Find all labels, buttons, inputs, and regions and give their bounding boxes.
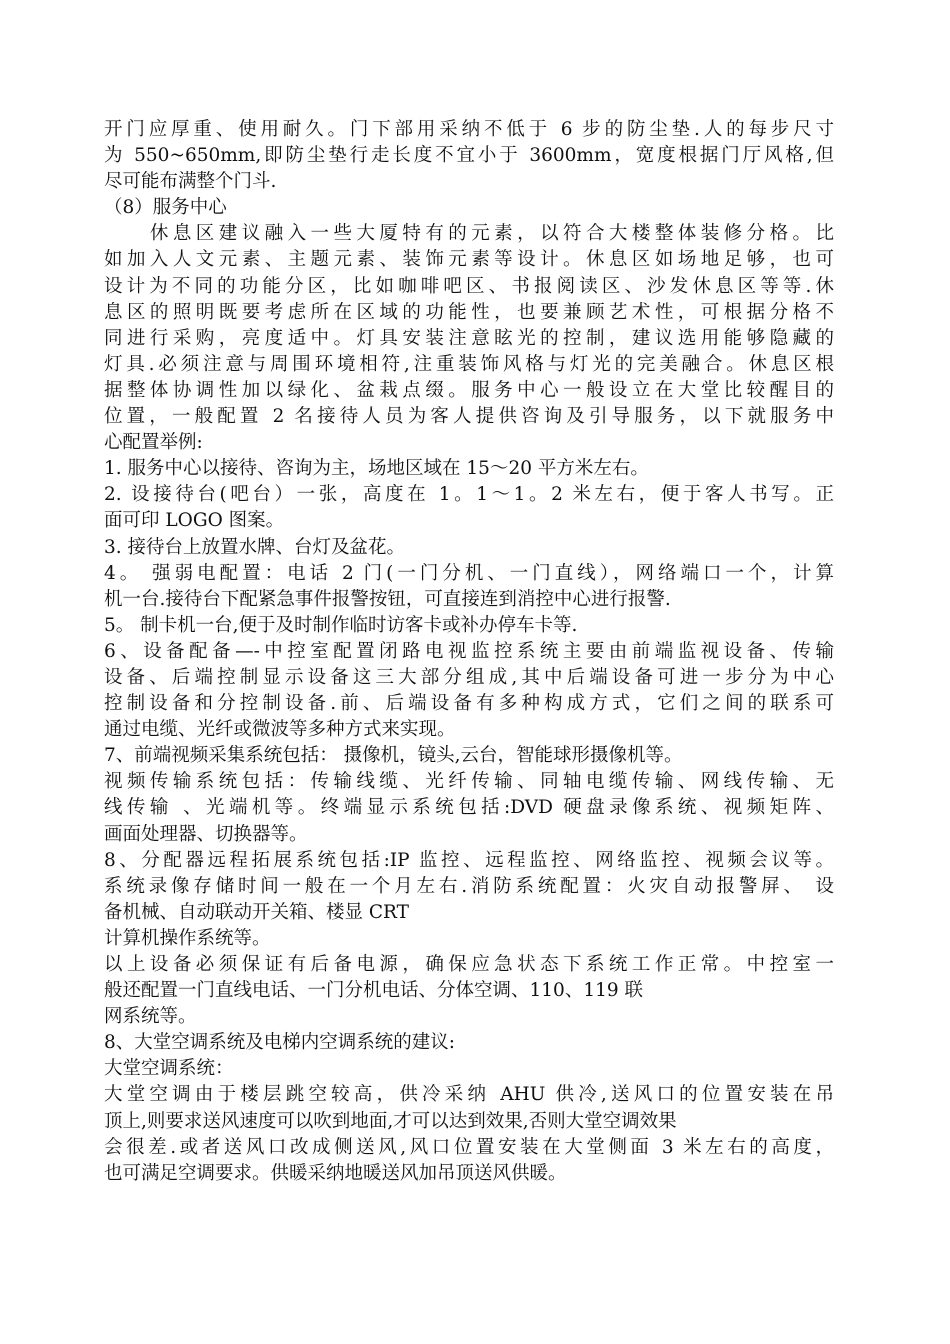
- list-item: 5。 制卡机一台,便于及时制作临时访客卡或补办停车卡等.: [104, 614, 578, 636]
- text-line: 面可印 LOGO 图案。: [104, 510, 285, 532]
- text-line: 心配置举例:: [104, 432, 203, 454]
- list-item: 7、前端视频采集系统包括： 摄像机，镜头,云台，智能球形摄像机等。: [104, 745, 683, 767]
- text-line: 网系统等。: [104, 1006, 197, 1028]
- section-heading: （8）服务中心: [104, 197, 227, 219]
- text-line: 线传输 、光端机等。终端显示系统包括:DVD 硬盘录像系统、视频矩阵、: [104, 797, 834, 819]
- text-line: 系统录像存储时间一般在一个月左右.消防系统配置：火灾自动报警屏、 设: [104, 875, 834, 897]
- text-line: 灯具.必须注意与周围环境相符,注重装饰风格与灯光的完美融合。休息区根: [104, 353, 834, 375]
- text-line: 顶上,则要求送风速度可以吹到地面,才可以达到效果,否则大堂空调效果: [104, 1110, 677, 1132]
- section-heading: 8、大堂空调系统及电梯内空调系统的建议:: [104, 1032, 456, 1054]
- text-line: 位置，一般配置 2 名接待人员为客人提供咨询及引导服务，以下就服务中: [104, 406, 834, 428]
- text-line: 设计为不同的功能分区，比如咖啡吧区、书报阅读区、沙发休息区等等.休: [104, 275, 834, 297]
- text-line: 会很差.或者送风口改成侧送风,风口位置安装在大堂侧面 3 米左右的高度，: [104, 1136, 834, 1158]
- list-item: 8、分配器远程拓展系统包括:IP 监控、远程监控、网络监控、视频会议等。: [104, 849, 834, 871]
- text-line: 如加入人文元素、主题元素、装饰元素等设计。休息区如场地足够，也可: [104, 249, 834, 271]
- text-line: 通过电缆、光纤或微波等多种方式来实现。: [104, 719, 456, 741]
- text-line: 设备、后端控制显示设备这三大部分组成,其中后端设备可进一步分为中心: [104, 666, 834, 688]
- list-item: 6、设备配备—-中控室配置闭路电视监控系统主要由前端监视设备、传输: [104, 640, 834, 662]
- document-page: [104, 117, 834, 1187]
- text-line: 般还配置一门直线电话、一门分机电话、分体空调、110、119 联: [104, 980, 644, 1002]
- text-line: 据整体协调性加以绿化、盆栽点缀。服务中心一般设立在大堂比较醒目的: [104, 379, 834, 401]
- text-line: 以上设备必须保证有后备电源，确保应急状态下系统工作正常。中控室一: [104, 954, 834, 975]
- text-line: 同进行采购，亮度适中。灯具安装注意眩光的控制，建议选用能够隐藏的: [104, 327, 834, 349]
- list-item: 1. 服务中心以接待、咨询为主，场地区域在 15～20 平方米左右。: [104, 458, 649, 480]
- text-line: 息区的照明既要考虑所在区域的功能性，也要兼顾艺术性，可根据分格不: [104, 301, 834, 323]
- list-item: 4。 强弱电配置：电话 2 门(一门分机、一门直线），网络端口一个，计算: [104, 562, 834, 584]
- text-line: 开门应厚重、使用耐久。门下部用采纳不低于 6 步的防尘垫.人的每步尺寸: [104, 119, 834, 140]
- subheading: 大堂空调系统：: [104, 1058, 234, 1080]
- text-line: 机一台.接待台下配紧急事件报警按钮，可直接连到消控中心进行报警.: [104, 588, 671, 610]
- text-line: 为 550~650mm,即防尘垫行走长度不宜小于 3600mm，宽度根据门厅风格,但: [104, 145, 834, 167]
- list-item: 3. 接待台上放置水牌、台灯及盆花。: [104, 536, 406, 558]
- text-line: 休息区建议融入一些大厦特有的元素，以符合大楼整体装修分格。比: [104, 223, 834, 245]
- text-line: 也可满足空调要求。供暖采纳地暖送风加吊顶送风供暖。: [104, 1162, 567, 1184]
- text-line: 尽可能布满整个门斗.: [104, 171, 277, 193]
- text-line: 控制设备和分控制设备.前、后端设备有多种构成方式，它们之间的联系可: [104, 693, 834, 715]
- text-line: 视频传输系统包括：传输线缆、光纤传输、同轴电缆传输、网线传输、无: [104, 771, 834, 793]
- text-line: 备机械、自动联动开关箱、楼显 CRT: [104, 901, 409, 923]
- text-line: 画面处理器、切换器等。: [104, 823, 308, 845]
- list-item: 2. 设接待台(吧台）一张，高度在 1。1～1。2 米左右，便于客人书写。正: [104, 484, 834, 506]
- text-line: 大堂空调由于楼层跳空较高，供冷采纳 AHU 供冷,送风口的位置安装在吊: [104, 1084, 834, 1106]
- text-line: 计算机操作系统等。: [104, 927, 271, 949]
